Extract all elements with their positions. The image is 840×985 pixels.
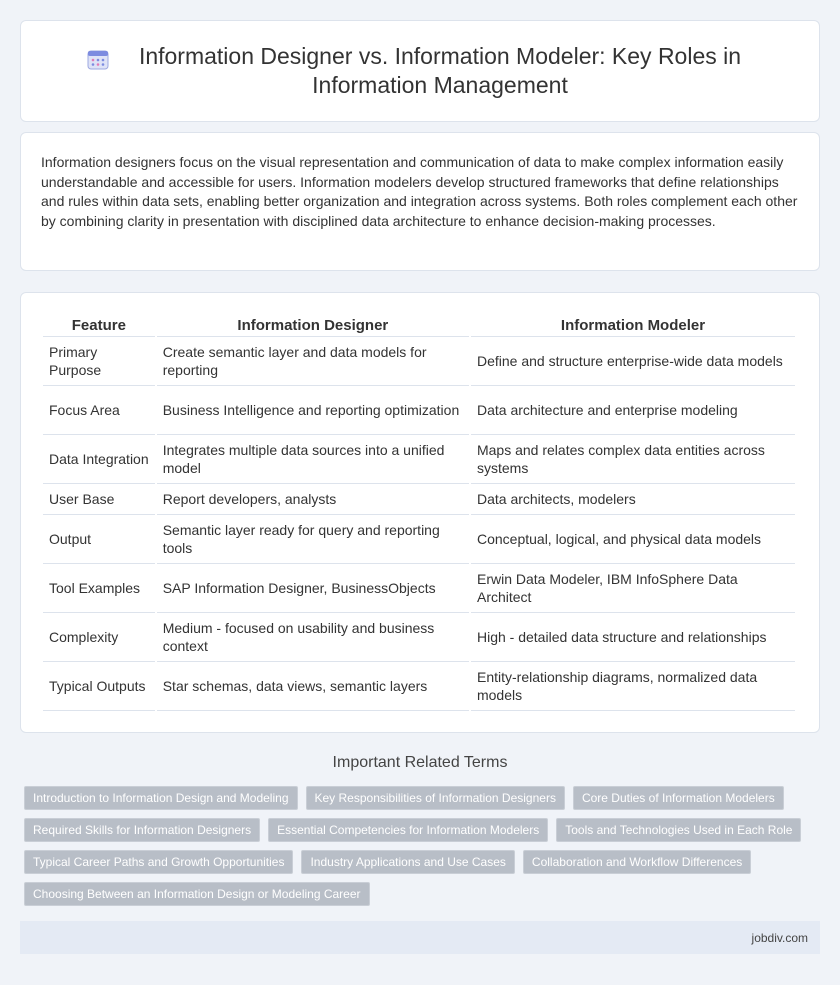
- header-information-designer: Information Designer: [157, 313, 469, 337]
- footer: [20, 921, 820, 954]
- header-information-modeler: Information Modeler: [471, 313, 795, 337]
- table-cell: Tool Examples: [43, 564, 155, 613]
- table-header-row: [43, 313, 795, 337]
- table-cell: Erwin Data Modeler, IBM InfoSphere Data Architect: [471, 564, 795, 613]
- calendar-icon: [87, 48, 109, 70]
- related-terms-list: [24, 786, 804, 906]
- table-row: [43, 613, 795, 662]
- comparison-table: [41, 313, 797, 711]
- comparison-table-card: [20, 292, 820, 733]
- related-terms-title: Important Related Terms: [332, 754, 508, 771]
- table-row: [43, 564, 795, 613]
- related-term-tag[interactable]: Required Skills for Information Designers: [24, 818, 260, 842]
- table-cell: Typical Outputs: [43, 662, 155, 711]
- footer-site-link[interactable]: jobdiv.com: [751, 930, 808, 945]
- table-cell: Business Intelligence and reporting optimization: [157, 386, 469, 435]
- table-row: [43, 435, 795, 484]
- related-term-tag[interactable]: Typical Career Paths and Growth Opportunities: [24, 850, 293, 874]
- table-cell: High - detailed data structure and relationships: [471, 613, 795, 662]
- table-row: [43, 337, 795, 386]
- table-row: [43, 386, 795, 435]
- table-cell: Data architects, modelers: [471, 484, 795, 515]
- table-cell: Focus Area: [43, 386, 155, 435]
- table-cell: Integrates multiple data sources into a unified model: [157, 435, 469, 484]
- table-cell: Conceptual, logical, and physical data models: [471, 515, 795, 564]
- table-row: [43, 515, 795, 564]
- table-row: [43, 484, 795, 515]
- header-feature: Feature: [43, 313, 155, 337]
- table-cell: Complexity: [43, 613, 155, 662]
- table-cell: Define and structure enterprise-wide data models: [471, 337, 795, 386]
- table-row: [43, 662, 795, 711]
- related-term-tag[interactable]: Key Responsibilities of Information Designers: [306, 786, 565, 810]
- related-term-tag[interactable]: Core Duties of Information Modelers: [573, 786, 784, 810]
- table-cell: Maps and relates complex data entities across systems: [471, 435, 795, 484]
- table-cell: Entity-relationship diagrams, normalized data models: [471, 662, 795, 711]
- table-cell: Medium - focused on usability and business context: [157, 613, 469, 662]
- title-card: [20, 20, 820, 122]
- related-term-tag[interactable]: Collaboration and Workflow Differences: [523, 850, 751, 874]
- intro-text: Information designers focus on the visual representation and communication of data to make complex information easily understandable and accessible for users. Information modelers develop structured frameworks that define relationships and rules within data sets, enabling better organization and integration across systems. Both roles complement each other by combining clarity in presentation with disciplined data architecture to enhance decision-making processes.: [41, 154, 798, 229]
- table-cell: SAP Information Designer, BusinessObjects: [157, 564, 469, 613]
- table-cell: Data architecture and enterprise modeling: [471, 386, 795, 435]
- table-cell: Semantic layer ready for query and reporting tools: [157, 515, 469, 564]
- table-cell: User Base: [43, 484, 155, 515]
- table-cell: Star schemas, data views, semantic layers: [157, 662, 469, 711]
- page-title: Information Designer vs. Information Modeler: Key Roles in Information Management: [138, 43, 742, 98]
- table-cell: Create semantic layer and data models for reporting: [157, 337, 469, 386]
- related-term-tag[interactable]: Choosing Between an Information Design or Modeling Career: [24, 882, 370, 906]
- related-term-tag[interactable]: Industry Applications and Use Cases: [301, 850, 514, 874]
- table-cell: Data Integration: [43, 435, 155, 484]
- table-cell: Output: [43, 515, 155, 564]
- intro-card: [20, 132, 820, 271]
- related-term-tag[interactable]: Essential Competencies for Information Modelers: [268, 818, 548, 842]
- related-term-tag[interactable]: Tools and Technologies Used in Each Role: [556, 818, 801, 842]
- related-term-tag[interactable]: Introduction to Information Design and Modeling: [24, 786, 298, 810]
- table-cell: Primary Purpose: [43, 337, 155, 386]
- table-cell: Report developers, analysts: [157, 484, 469, 515]
